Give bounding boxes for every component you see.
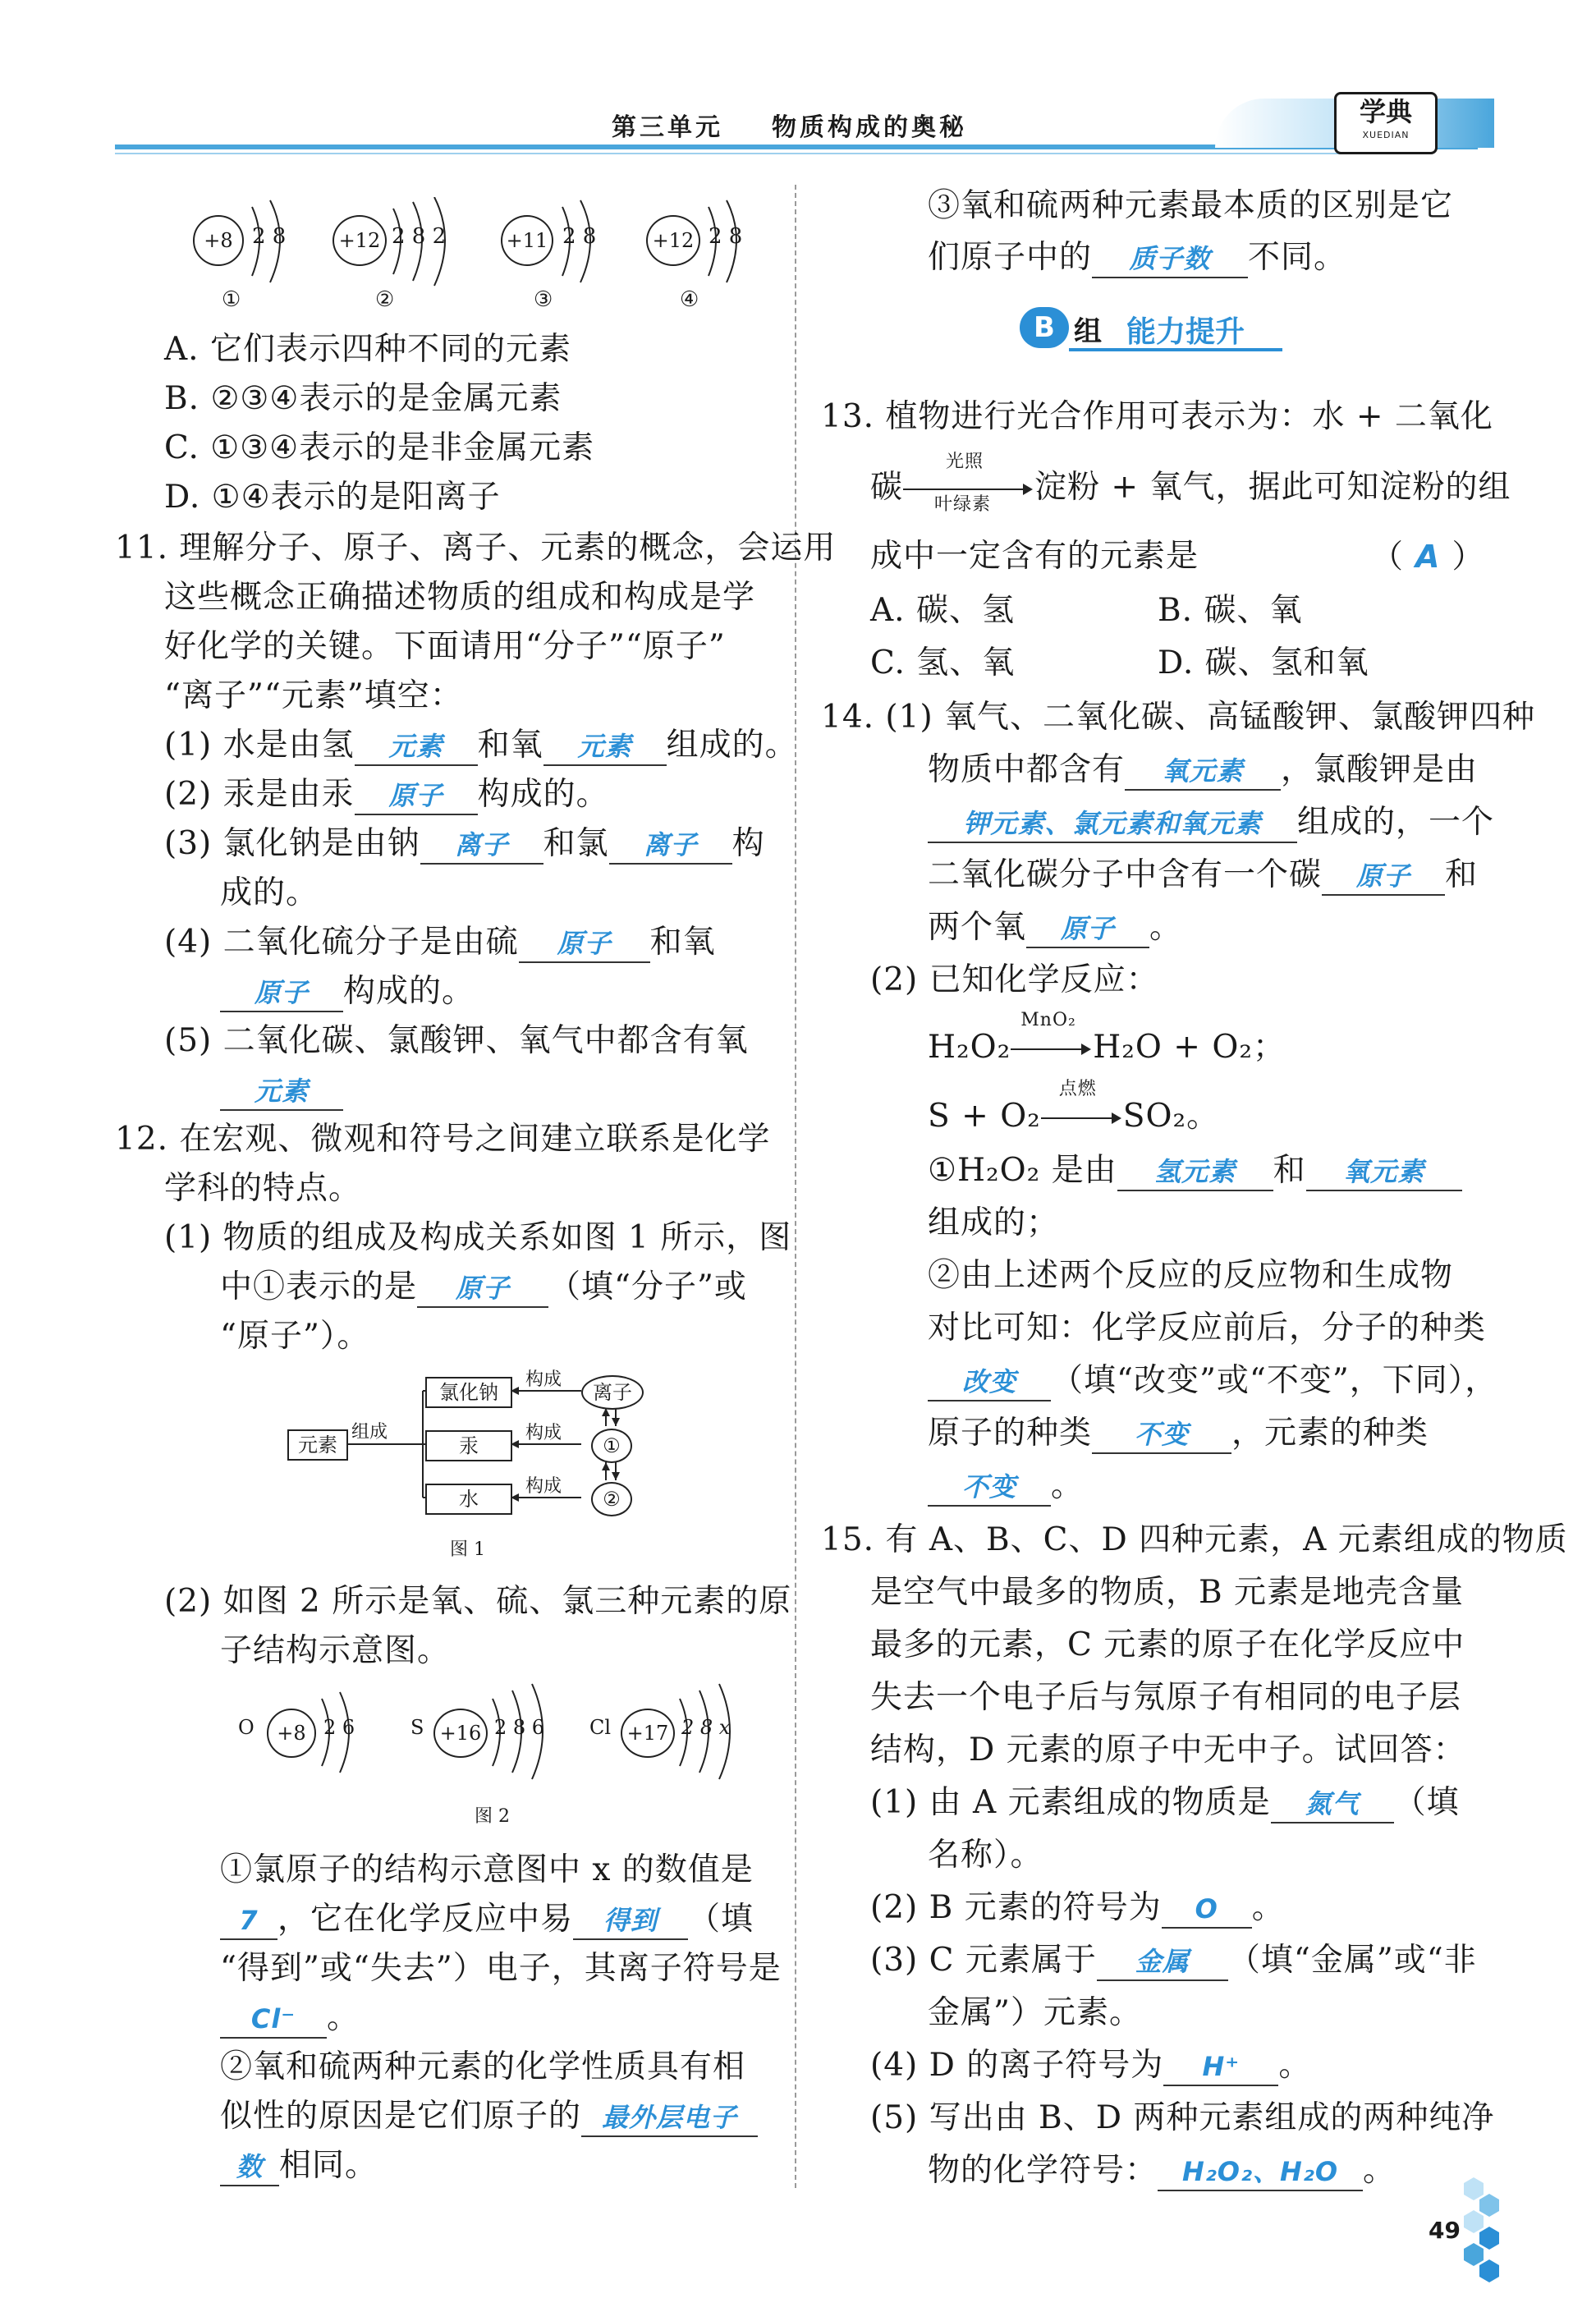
- q12-s1-answer-3: Cl⁻: [250, 2003, 296, 2034]
- fig1-particle-1: ①: [591, 1429, 632, 1463]
- header-unit: 第三单元: [612, 113, 723, 142]
- q14-s2-answer-1: 改变: [961, 1366, 1016, 1397]
- atom-1-shells: 2 8: [252, 224, 287, 249]
- q14-s2-answer-3: 不变: [961, 1471, 1016, 1502]
- q15-part5-a: (5) 写出由 B、D 两种元素组成的两种纯净: [870, 2099, 1495, 2136]
- q11-stem-1: 11. 理解分子、原子、离子、元素的概念，会运用: [115, 530, 837, 567]
- fig1-construct-2: 构成: [525, 1423, 562, 1443]
- q12-stem-2: 学科的特点。: [164, 1170, 362, 1207]
- atom-2-nucleus: +12: [332, 215, 387, 266]
- q11-part3: (3) 氯化钠是由钠 离子 和氯 离子 构: [164, 823, 765, 865]
- group-b-title: 能力提升: [1126, 315, 1245, 349]
- fig2-symbol-o: O: [238, 1716, 255, 1739]
- r2-arrow: [1041, 1117, 1115, 1119]
- q14-s1-answer-1: 氢元素: [1154, 1156, 1236, 1187]
- atom-4-shells: 2 8: [709, 224, 743, 249]
- fig1-construct-3: 构成: [525, 1476, 562, 1497]
- fig1-substance-1: 氯化钠: [425, 1377, 512, 1408]
- q12-sub2-c: 数 相同。: [220, 2145, 378, 2187]
- q14-reaction-1: H₂O₂ MnO₂ H₂O + O₂；: [928, 1010, 1286, 1066]
- q11-stem-4: “离子”“元素”填空：: [164, 677, 463, 714]
- q14-sub2-a: ②由上述两个反应的反应物和生成物: [928, 1257, 1454, 1294]
- fig2-o-shells: 2 6: [323, 1716, 355, 1739]
- fig1-construct-1: 构成: [525, 1369, 562, 1390]
- q13-arrow: [903, 489, 1026, 490]
- q11-p1-answer-2: 元素: [577, 731, 632, 762]
- atom-1-nucleus: +8: [193, 215, 244, 266]
- group-b-badge: B: [1020, 307, 1069, 348]
- atom-4-nucleus: +12: [646, 215, 700, 266]
- q10-option-c: C. ①③④表示的是非金属元素: [164, 429, 595, 466]
- q13-line-1: 13. 植物进行光合作用可表示为：水 + 二氧化: [821, 398, 1493, 435]
- q15-p1-answer: 氮气: [1305, 1788, 1360, 1819]
- q12-sub1-a: ①氯原子的结构示意图中 x 的数值是: [220, 1851, 754, 1888]
- fig2-cl-nucleus: +17: [621, 1709, 675, 1758]
- q11-part4-cont: 原子 构成的。: [220, 970, 475, 1013]
- q12-sub1-c: “得到”或“失去”）电子，其离子符号是: [220, 1950, 782, 1987]
- q14-p1-answer-1: 氧元素: [1162, 755, 1244, 787]
- q15-p4-answer: H⁺: [1202, 2051, 1241, 2082]
- q15-stem-1: 15. 有 A、B、C、D 四种元素，A 元素组成的物质: [821, 1521, 1568, 1558]
- q11-stem-3: 好化学的关键。下面请用“分子”“原子”: [164, 628, 726, 665]
- q12-part1-b: 中①表示的是 原子 （填“分子”或: [220, 1266, 747, 1309]
- q11-p3-answer-2: 离子: [643, 829, 698, 860]
- q15-p5-answer: H₂O₂、H₂O: [1182, 2156, 1339, 2187]
- q13-option-d: D. 碳、氢和氧: [1158, 645, 1369, 681]
- q12-sub2-a: ②氧和硫两种元素的化学性质具有相: [220, 2048, 746, 2085]
- q13-cond-bottom: 叶绿素: [934, 494, 992, 515]
- r1-cond: MnO₂: [1020, 1010, 1076, 1030]
- q13-answer: A: [1415, 539, 1441, 575]
- q11-stem-2: 这些概念正确描述物质的组成和构成是学: [164, 579, 756, 616]
- q12-p1-answer: 原子: [456, 1273, 511, 1304]
- q12-part2-b: 子结构示意图。: [220, 1632, 451, 1669]
- q10-option-a: A. 它们表示四种不同的元素: [164, 331, 571, 368]
- q11-p3-answer-1: 离子: [454, 829, 509, 860]
- q10-atoms: [185, 197, 776, 320]
- q14-p1-answer-4: 原子: [1061, 913, 1116, 944]
- q12-s3-answer: 质子数: [1129, 243, 1211, 274]
- logo-box: [1334, 92, 1438, 154]
- page-number: 49: [1429, 2217, 1461, 2244]
- q13-line-3: 成中一定含有的元素是: [870, 538, 1199, 575]
- q11-p4-answer-1: 原子: [557, 928, 612, 959]
- q11-part2: (2) 汞是由汞 原子 构成的。: [164, 773, 609, 816]
- q14-sub2-d: 原子的种类 不变 ，元素的种类: [928, 1412, 1429, 1455]
- q15-stem-2: 是空气中最多的物质，B 元素是地壳含量: [870, 1574, 1465, 1611]
- r1-arrow-head: [1081, 1044, 1091, 1055]
- group-b-banner: [1020, 305, 1282, 356]
- atom-1-label: ①: [222, 287, 241, 312]
- atom-3-label: ③: [534, 287, 553, 312]
- r2-cond: 点燃: [1058, 1079, 1097, 1099]
- q12-sub1-b: 7 ，它在化学反应中易 得到 （填: [220, 1898, 754, 1941]
- fig2-symbol-s: S: [410, 1716, 424, 1739]
- q15-p3-answer: 金属: [1135, 1946, 1190, 1977]
- fig1-compose-label: 组成: [351, 1422, 388, 1443]
- q13-arrow-head: [1023, 484, 1033, 495]
- q11-p5-answer: 元素: [254, 1076, 309, 1107]
- q12-sub3-a: ③氧和硫两种元素最本质的区别是它: [928, 187, 1454, 224]
- q14-part1-b: 物质中都含有 氧元素 ，氯酸钾是由: [928, 749, 1478, 791]
- fig1-particle-2: ②: [591, 1482, 632, 1516]
- logo-text: 学典: [1359, 96, 1412, 127]
- fig1-element-box: 元素: [287, 1429, 348, 1461]
- q15-part4: (4) D 的离子符号为 H⁺ 。: [870, 2044, 1311, 2087]
- fig1-substance-3: 水: [425, 1484, 512, 1515]
- q15-part2: (2) B 元素的符号为 O 。: [870, 1887, 1285, 1929]
- atom-2-shells: 2 8 2: [392, 224, 447, 249]
- q13-option-b: B. 碳、氧: [1158, 592, 1303, 629]
- q12-part1-a: (1) 物质的组成及构成关系如图 1 所示，图: [164, 1219, 792, 1256]
- q14-p1-answer-2: 钾元素、氯元素和氧元素: [963, 808, 1262, 839]
- q14-s2-answer-2: 不变: [1135, 1419, 1190, 1450]
- figure-1: [279, 1359, 665, 1523]
- q14-part1-a: 14. (1) 氧气、二氧化碳、高锰酸钾、氯酸钾四种: [821, 699, 1536, 736]
- q14-p1-answer-3: 原子: [1356, 860, 1411, 892]
- q15-part3-a: (3) C 元素属于 金属 （填“金属”或“非: [870, 1939, 1477, 1982]
- q12-part1-d: “原子”）。: [220, 1318, 370, 1355]
- q12-part2-a: (2) 如图 2 所示是氧、硫、氯三种元素的原: [164, 1583, 792, 1620]
- atom-3-shells: 2 8: [562, 224, 597, 249]
- q14-sub2-b: 对比可知：化学反应前后，分子的种类: [928, 1310, 1487, 1346]
- r2-arrow-head: [1112, 1112, 1121, 1124]
- q11-p4-answer-2: 原子: [254, 977, 309, 1008]
- q13-option-c: C. 氢、氧: [870, 645, 1016, 681]
- fig1-particle-ion: 离子: [581, 1375, 644, 1410]
- q15-part1-a: (1) 由 A 元素组成的物质是 氮气 （填: [870, 1782, 1460, 1824]
- q14-part2-a: (2) 已知化学反应：: [870, 961, 1159, 998]
- header-title: 物质构成的奥秘: [772, 113, 967, 142]
- q11-part4: (4) 二氧化硫分子是由硫 原子 和氧: [164, 921, 716, 964]
- q15-stem-5: 结构，D 元素的原子中无中子。试回答：: [870, 1732, 1466, 1768]
- q12-s2-answer-2: 数: [236, 2151, 264, 2182]
- fig2-s-nucleus: +16: [433, 1709, 488, 1758]
- q15-part1-b: 名称）。: [928, 1837, 1043, 1874]
- q14-part1-e: 两个氧 原子 。: [928, 906, 1182, 949]
- q12-sub1-d: Cl⁻ 。: [220, 1997, 360, 2039]
- fig1-substance-2: 汞: [425, 1430, 512, 1461]
- q13-cond-top: 光照: [946, 452, 984, 472]
- q13-line-2: 碳 光照 叶绿素 淀粉 + 氧气，据此可知淀粉的组: [870, 452, 1511, 515]
- q12-s1-answer-1: 7: [239, 1905, 259, 1936]
- q14-sub2-c: 改变 （填“改变”或“不变”，下同），: [928, 1360, 1497, 1402]
- q13-answer-paren: （ A ）: [1371, 539, 1485, 576]
- atom-2-label: ②: [375, 287, 395, 312]
- q15-part3-b: 金属”）元素。: [928, 1994, 1142, 2031]
- q12-sub3-b: 们原子中的 质子数 不同。: [928, 236, 1346, 279]
- q11-p2-answer: 原子: [388, 780, 443, 811]
- atom-4-label: ④: [680, 287, 699, 312]
- fig2-symbol-cl: Cl: [589, 1716, 612, 1739]
- q14-part1-d: 二氧化碳分子中含有一个碳 原子 和: [928, 854, 1478, 897]
- q10-option-d: D. ①④表示的是阳离子: [164, 479, 501, 516]
- q15-stem-3: 最多的元素，C 元素的原子在化学反应中: [870, 1626, 1465, 1663]
- q14-sub2-e: 不变 。: [928, 1465, 1084, 1507]
- q14-reaction-2: S + O₂ 点燃 SO₂。: [928, 1079, 1220, 1135]
- logo-sub: XUEDIAN: [1362, 130, 1410, 140]
- q13-option-a: A. 碳、氢: [870, 592, 1015, 629]
- q12-s2-answer-1: 最外层电子: [602, 2102, 738, 2133]
- q15-stem-4: 失去一个电子后与氖原子有相同的电子层: [870, 1679, 1462, 1716]
- q11-part5: (5) 二氧化碳、氯酸钾、氧气中都含有氧: [164, 1022, 749, 1059]
- r1-arrow: [1011, 1048, 1085, 1050]
- atom-3-nucleus: +11: [501, 215, 553, 266]
- fig2-s-shells: 2 8 6: [494, 1716, 545, 1739]
- fig2-cl-shells: 2 8 x: [681, 1716, 731, 1739]
- q15-part5-b: 物的化学符号： H₂O₂、H₂O 。: [928, 2149, 1396, 2192]
- q10-option-b: B. ②③④表示的是金属元素: [164, 380, 562, 417]
- q11-part5-cont: [220, 1069, 343, 1112]
- q11-p1-answer-1: 元素: [388, 731, 443, 762]
- q11-part3-cont: 成的。: [220, 874, 319, 911]
- group-b-zu: 组: [1074, 315, 1102, 348]
- hexagon-decoration-icon: [1453, 2176, 1502, 2291]
- q14-sub1-a: ①H₂O₂ 是由 氢元素 和 氧元素: [928, 1149, 1462, 1192]
- q15-p2-answer: O: [1195, 1893, 1218, 1924]
- column-divider: [795, 185, 796, 2188]
- q11-part1: (1) 水是由氢 元素 和氧 元素 组成的。: [164, 724, 798, 767]
- fig2-o-nucleus: +8: [267, 1709, 316, 1758]
- q12-stem-1: 12. 在宏观、微观和符号之间建立联系是化学: [115, 1121, 771, 1158]
- figure-1-caption: 图 1: [450, 1539, 485, 1560]
- q12-sub2-b: 似性的原因是它们原子的 最外层电子: [220, 2095, 758, 2138]
- q14-s1-answer-2: 氧元素: [1343, 1156, 1425, 1187]
- figure-2-caption: 图 2: [475, 1806, 510, 1827]
- figure-2: [238, 1679, 764, 1786]
- q14-sub1-b: 组成的；: [928, 1204, 1060, 1241]
- q14-part1-c: 钾元素、氯元素和氧元素 组成的，一个: [928, 801, 1494, 844]
- header-rule-thin: [115, 153, 1346, 154]
- q12-s1-answer-2: 得到: [603, 1905, 658, 1936]
